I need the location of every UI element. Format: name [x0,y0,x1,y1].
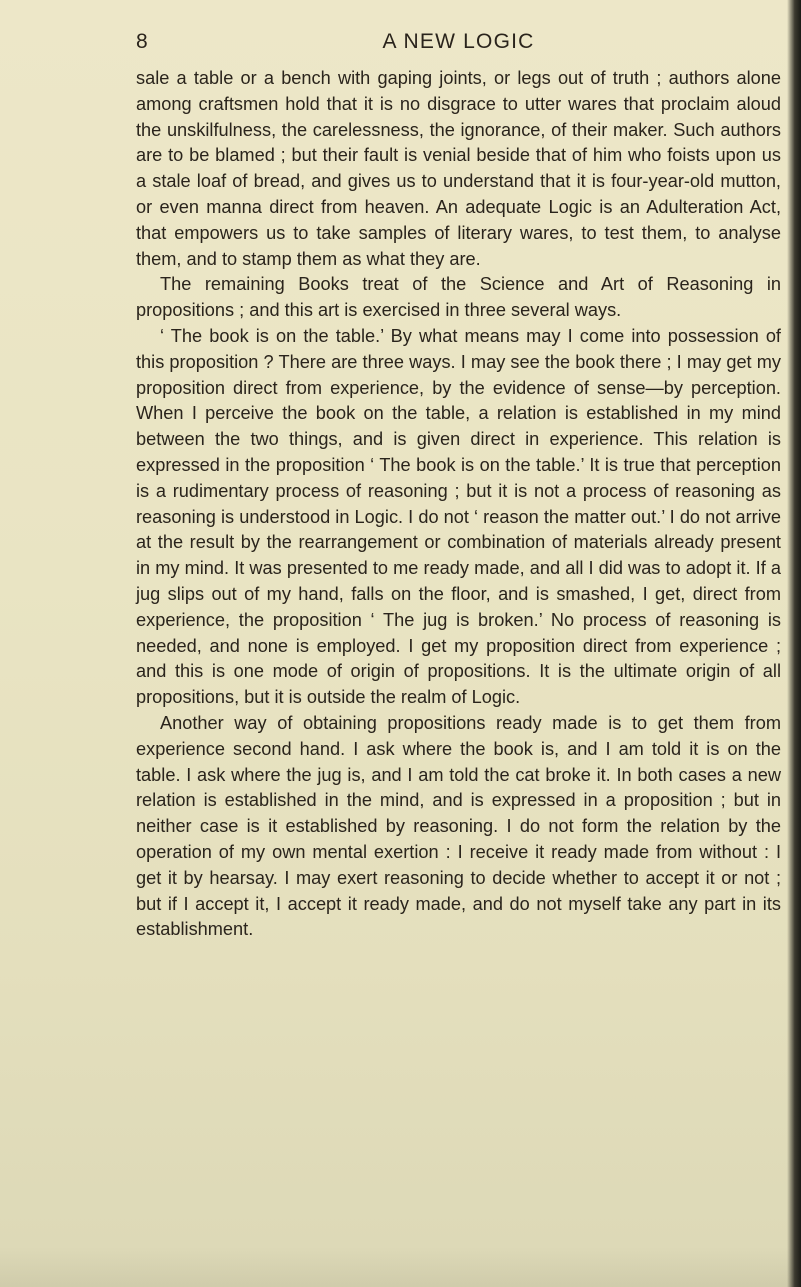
page-edge-shadow [787,0,801,1287]
paragraph-book-on-table: ‘ The book is on the table.’ By what means may I come into possession of this proposition ? There are three ways. I may see the book there ; I may get my proposition direct from experience, by the evidence of sense—by perception. When I perceive the book on the table, a relation is established in my mind between the two things, and is given direct in experience. This relation is expressed in the proposition ‘ The book is on the table.’ It is true that perception is a rudimentary process of reasoning ; but it is not a process of reasoning as reasoning is understood in Logic. I do not ‘ reason the matter out.’ I do not arrive at the result by the rearrangement or combination of materials already present in my mind. It was presented to me ready made, and all I did was to adopt it. If a jug slips out of my hand, falls on the floor, and is smashed, I get, direct from experience, the proposition ‘ The jug is broken.’ No process of reasoning is needed, and none is employed. I get my proposition direct from experience ; and this is one mode of origin of propositions. It is the ultimate origin of all propositions, but it is outside the realm of Logic. [136,325,781,708]
body-text [136,66,781,943]
paragraph-continuation: sale a table or a bench with gaping joints, or legs out of truth ; authors alone among craftsmen hold that it is no disgrace to utter wares that proclaim aloud the unskilfulness, the carelessness, the ignorance, of their maker. Such authors are to be blamed ; but their fault is venial beside that of him who foists upon us a stale loaf of bread, and gives us to understand that it is four-year-old mutton, or even manna direct from heaven. An adequate Logic is an Adulteration Act, that empowers us to take samples of literary wares, to test them, to analyse them, and to stamp them as what they are. [136,68,781,269]
running-title: A NEW LOGIC [382,30,535,53]
page-bottom-shade [0,1247,801,1287]
paragraph-second-hand: Another way of obtaining propositions ready made is to get them from experience second hand. I ask where the book is, and I am told it is on the table. I ask where the jug is, and I am told the cat broke it. In both cases a new relation is established in the mind, and is expressed in a proposition ; but in neither case is it established by reasoning. I do not form the relation by the operation of my own mental exertion : I receive it ready made from without : I get it by hearsay. I may exert reasoning to decide whether to accept it or not ; but if I accept it, I accept it ready made, and do not myself take any part in its establishment. [136,712,781,940]
paragraph-remaining-books: The remaining Books treat of the Science and Art of Reasoning in propositions ; and this art is exercised in three several ways. [136,274,781,321]
page-number: 8 [136,30,149,53]
page-header [136,30,781,60]
